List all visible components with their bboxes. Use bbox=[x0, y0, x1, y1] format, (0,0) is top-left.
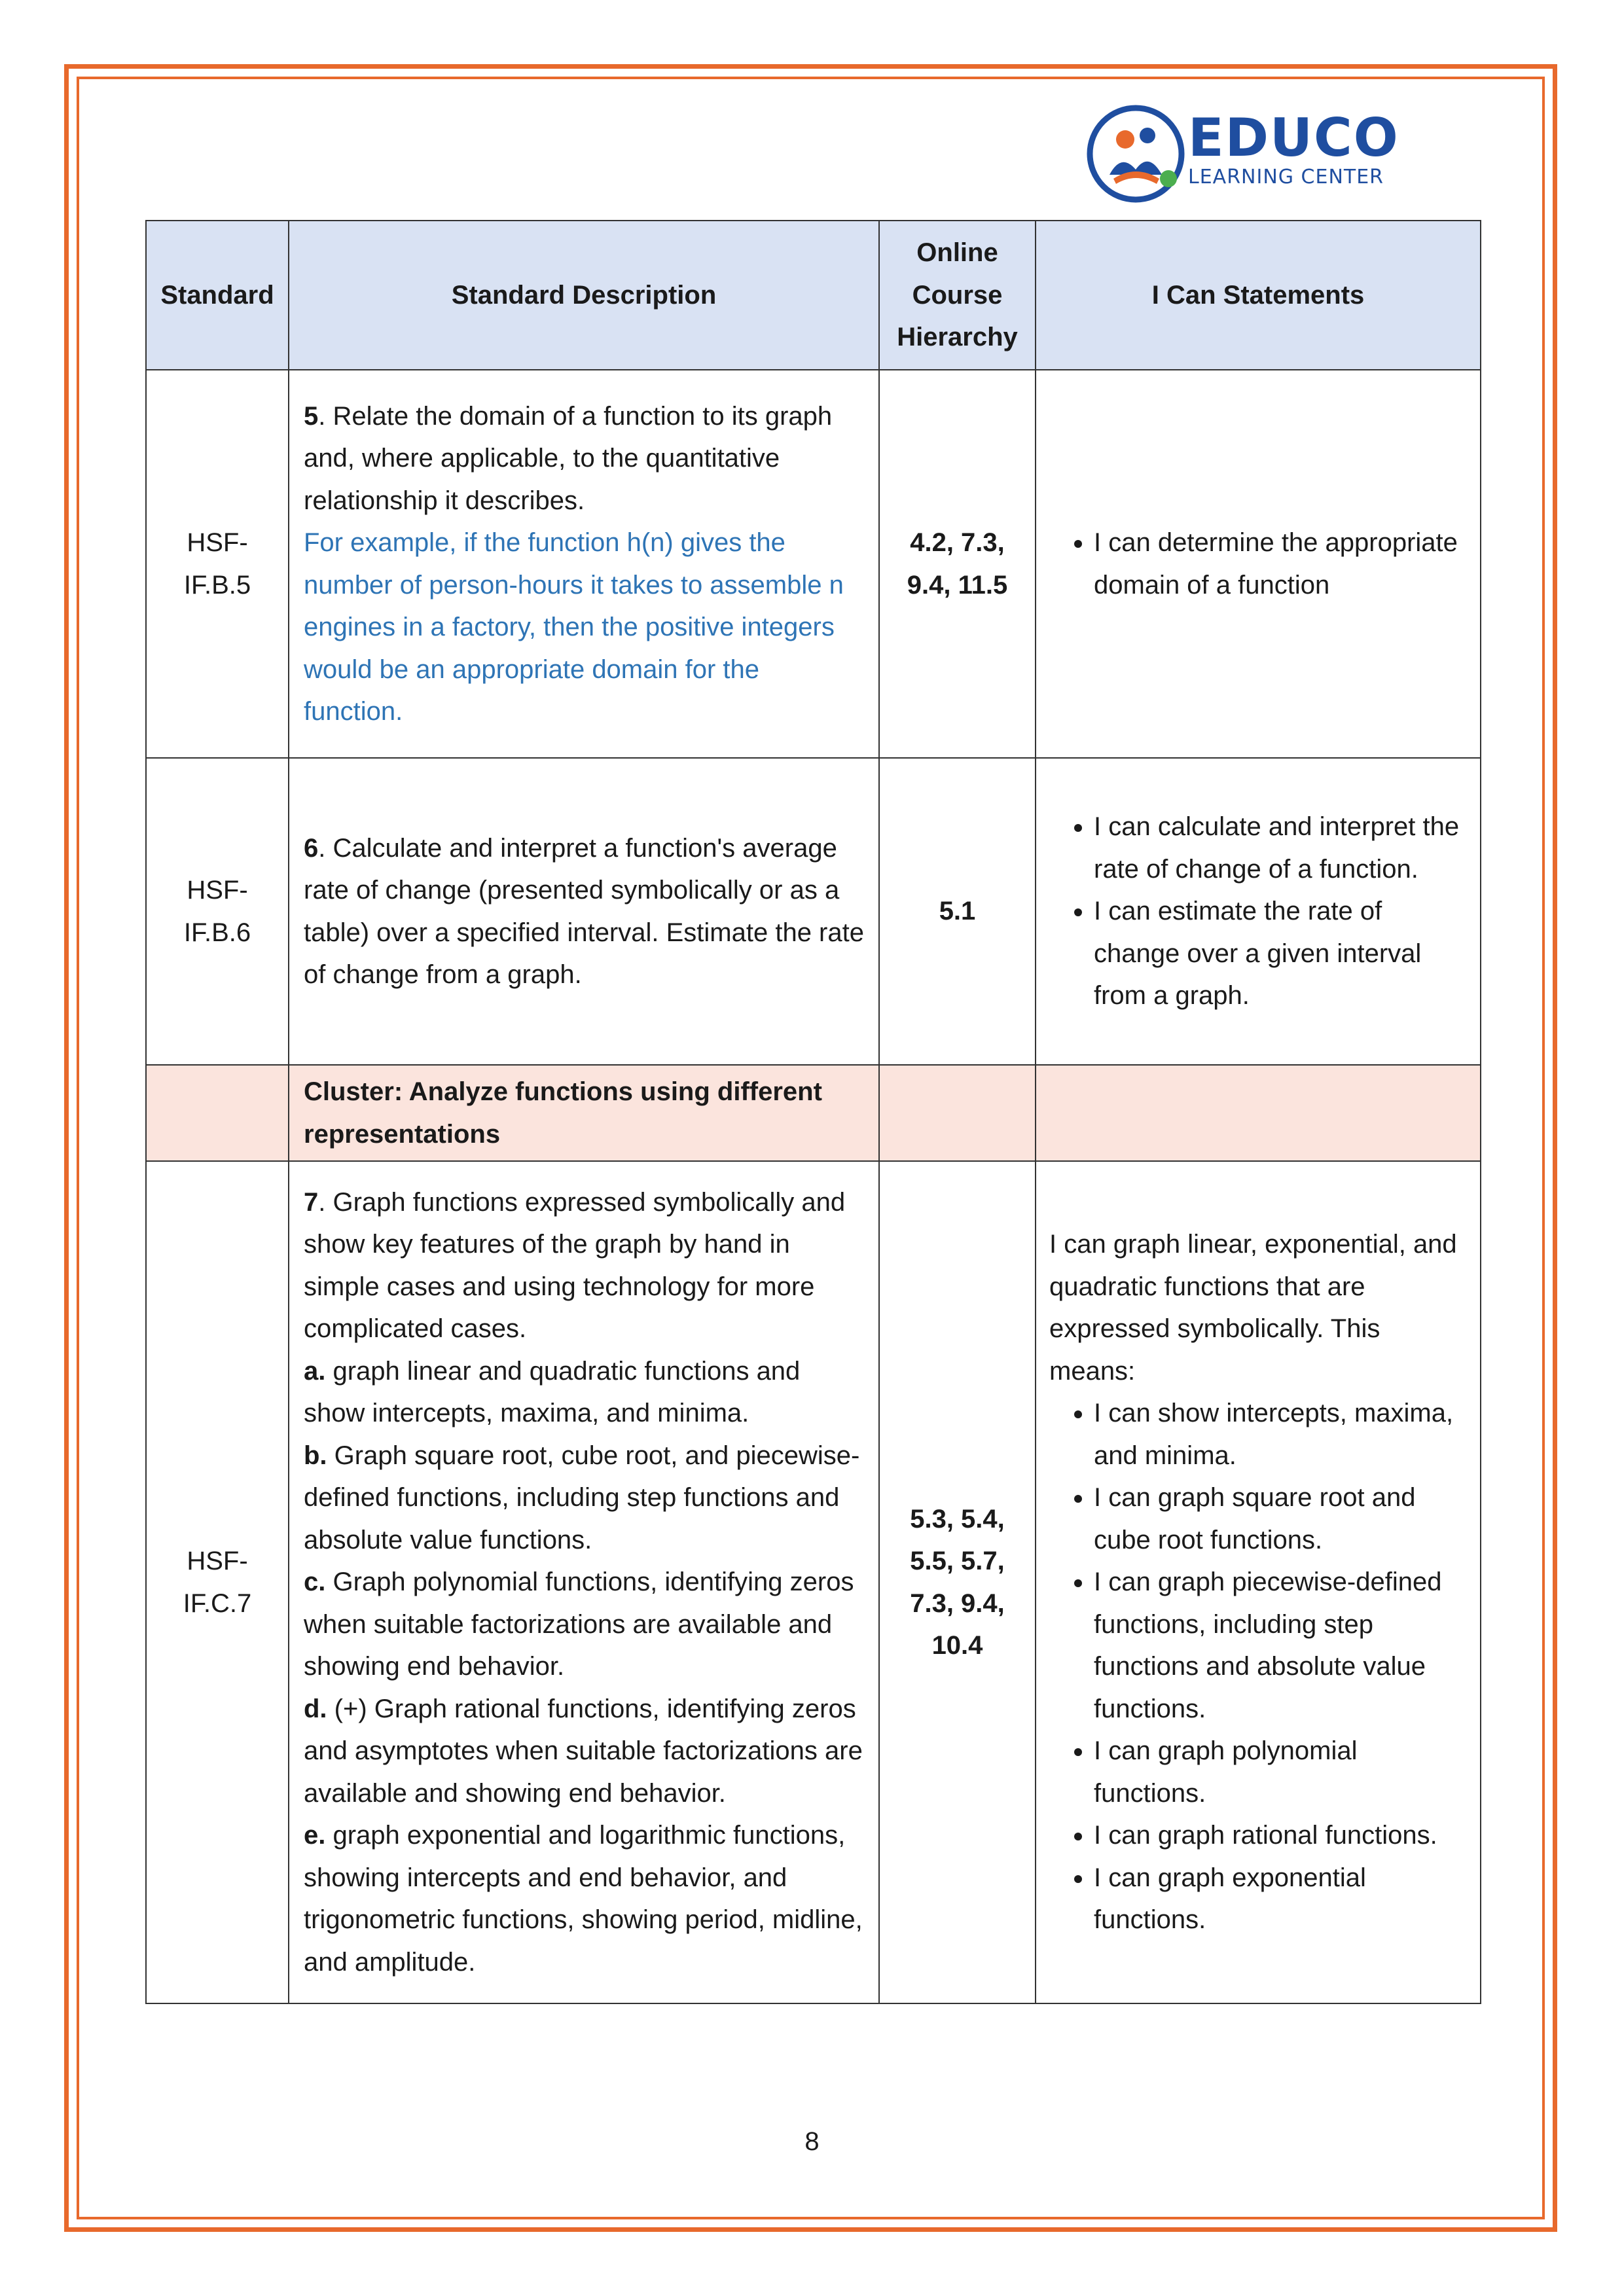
standard-code bbox=[146, 370, 289, 758]
statements-intro: I can graph linear, exponential, and quadratic functions that are expressed symbolically. This means: bbox=[1049, 1230, 1457, 1386]
standard-number: 5 bbox=[304, 401, 319, 431]
educo-logo-icon bbox=[1083, 101, 1188, 206]
part-label: e. bbox=[304, 1821, 326, 1850]
course-hierarchy bbox=[879, 1161, 1036, 2003]
standard-description bbox=[289, 1161, 879, 2003]
standard-code bbox=[146, 758, 289, 1065]
cluster-heading bbox=[289, 1065, 879, 1161]
table-row bbox=[146, 1161, 1481, 2003]
course-hierarchy bbox=[879, 370, 1036, 758]
part-text: graph linear and quadratic functions and show intercepts, maxima, and minima. bbox=[304, 1356, 801, 1428]
standard-code-line: IF.B.6 bbox=[183, 918, 251, 947]
page-number: 8 bbox=[804, 2127, 820, 2156]
statement-item: • I can show intercepts, maxima, and minima. bbox=[1094, 1392, 1467, 1477]
hierarchy-line: 10.4 bbox=[931, 1631, 983, 1660]
table-row bbox=[146, 370, 1481, 758]
standard-code-line: IF.B.5 bbox=[183, 570, 251, 600]
statement-item: • I can determine the appropriate domain of a function bbox=[1094, 522, 1467, 606]
hierarchy-line: 5.1 bbox=[939, 897, 976, 926]
educo-logo bbox=[1083, 101, 1411, 206]
part-text: graph exponential and logarithmic functions, showing intercepts and end behavior, and trigonometric functions, showing period, midline, and amplitude. bbox=[304, 1821, 863, 1977]
i-can-statements bbox=[1036, 1161, 1481, 2003]
header-hierarchy-line: Hierarchy bbox=[897, 323, 1018, 352]
standard-description bbox=[289, 370, 879, 758]
cluster-title: Cluster: Analyze functions using different representations bbox=[304, 1077, 822, 1149]
part-text: Graph square root, cube root, and piecewise-defined functions, including step functions and absolute value functions. bbox=[304, 1441, 860, 1554]
header-hierarchy-line: Online bbox=[916, 238, 998, 268]
table-row bbox=[146, 758, 1481, 1065]
part-label: d. bbox=[304, 1694, 327, 1723]
standards-table bbox=[145, 220, 1481, 2004]
logo-subtitle: LEARNING CENTER bbox=[1188, 166, 1384, 188]
hierarchy-line: 4.2, 7.3, bbox=[910, 528, 1005, 557]
cluster-empty-cell bbox=[146, 1065, 289, 1161]
standard-description bbox=[289, 758, 879, 1065]
logo-title: EDUCO bbox=[1188, 107, 1399, 168]
header-standard: Standard bbox=[146, 221, 289, 370]
statement-item: • I can graph piecewise-defined functions, including step functions and absolute value functions. bbox=[1094, 1561, 1467, 1730]
part-label: c. bbox=[304, 1568, 326, 1597]
i-can-statements bbox=[1036, 370, 1481, 758]
header-description: Standard Description bbox=[289, 221, 879, 370]
standard-code-line: HSF- bbox=[187, 1547, 248, 1575]
cluster-empty-cell bbox=[879, 1065, 1036, 1161]
statement-item: • I can graph square root and cube root functions. bbox=[1094, 1477, 1467, 1561]
standard-code bbox=[146, 1161, 289, 2003]
header-hierarchy bbox=[879, 221, 1036, 370]
header-hierarchy-line: Course bbox=[912, 280, 1003, 310]
part-label: b. bbox=[304, 1441, 327, 1470]
part-text: (+) Graph rational functions, identifying zeros and asymptotes when suitable factorizations are available and showing end behavior. bbox=[304, 1694, 863, 1808]
hierarchy-line: 7.3, 9.4, bbox=[910, 1588, 1005, 1618]
statement-item: • I can graph polynomial functions. bbox=[1094, 1730, 1467, 1814]
part-text: Graph polynomial functions, identifying zeros when suitable factorizations are available and showing end behavior. bbox=[304, 1568, 854, 1681]
standard-text: . Calculate and interpret a function's average rate of change (presented symbolically or as a table) over a specified interval. Estimate the rate of change from a graph. bbox=[304, 833, 864, 989]
hierarchy-line: 9.4, 11.5 bbox=[907, 570, 1008, 600]
header-statements: I Can Statements bbox=[1036, 221, 1481, 370]
statement-item: • I can graph rational functions. bbox=[1094, 1814, 1467, 1857]
table-header-row bbox=[146, 221, 1481, 370]
i-can-statements bbox=[1036, 758, 1481, 1065]
standard-code-line: HSF- bbox=[187, 528, 248, 557]
standard-text: . Graph functions expressed symbolically and show key features of the graph by hand in simple cases and using technology for more complicated cases. bbox=[304, 1187, 846, 1344]
standard-example: For example, if the function h(n) gives the number of person-hours it takes to assemble n engines in a factory, then the positive integers would be an appropriate domain for the function. bbox=[304, 528, 844, 726]
hierarchy-line: 5.3, 5.4, bbox=[910, 1504, 1005, 1534]
part-label: a. bbox=[304, 1356, 326, 1386]
statement-item: • I can calculate and interpret the rate of change of a function. bbox=[1094, 806, 1467, 890]
statement-item: • I can graph exponential functions. bbox=[1094, 1857, 1467, 1941]
hierarchy-line: 5.5, 5.7, bbox=[910, 1547, 1005, 1575]
standard-number: 7 bbox=[304, 1187, 319, 1217]
course-hierarchy bbox=[879, 758, 1036, 1065]
standard-code-line: IF.C.7 bbox=[183, 1588, 252, 1618]
standard-number: 6 bbox=[304, 833, 319, 863]
statement-item: • I can estimate the rate of change over a given interval from a graph. bbox=[1094, 890, 1467, 1017]
standard-code-line: HSF- bbox=[187, 876, 248, 905]
cluster-row bbox=[146, 1065, 1481, 1161]
standard-text: . Relate the domain of a function to its graph and, where applicable, to the quantitative relationship it describes. bbox=[304, 401, 833, 515]
cluster-empty-cell bbox=[1036, 1065, 1481, 1161]
